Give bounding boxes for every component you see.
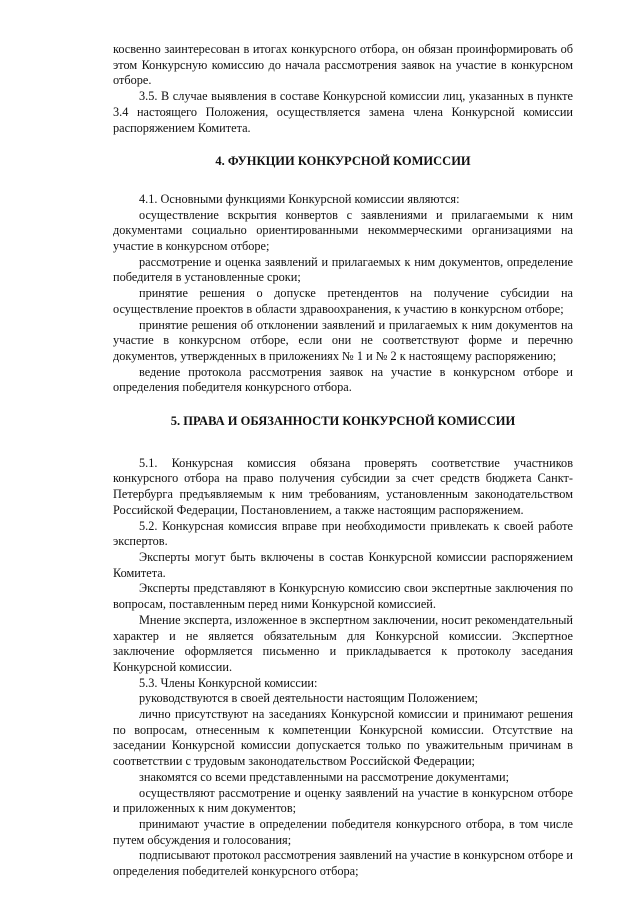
function-item: ведение протокола рассмотрения заявок на участие в конкурсном отборе и определения победителя конкурсного отбора. bbox=[113, 364, 573, 395]
experts-paragraph: Эксперты могут быть включены в состав Конкурсной комиссии распоряжением Комитета. bbox=[113, 549, 573, 580]
experts-paragraph: Мнение эксперта, изложенное в экспертном заключении, носит рекомендательный характер и не является обязательным для Конкурсной комиссии. Экспертное заключение оформляется письменно и прикладывается к протоколу заседания Конкурсной комиссии. bbox=[113, 612, 573, 674]
document-body bbox=[113, 42, 573, 880]
function-item: принятие решения о допуске претендентов на получение субсидии на осуществление проектов в области здравоохранения, к участию в конкурсном отборе; bbox=[113, 286, 573, 316]
section-4-heading: 4. ФУНКЦИИ КОНКУРСНОЙ КОМИССИИ bbox=[215, 154, 471, 169]
clause-5-1: 5.1. Конкурсная комиссия обязана проверять соответствие участников конкурсного отбора на право получения субсидии за счет средств бюджета Санкт-Петербурга предъявляемым к ним требованиям, установленным законодательством Российской Федерации, Постановлением, а также настоящим распоряжением. bbox=[113, 455, 573, 517]
function-item: принятие решения об отклонении заявлений и прилагаемых к ним документов на участие в конкурсном отборе, если они не соответствуют форме и перечню документов, утвержденных в приложениях № 1 и № 2 к настоящему распоряжению; bbox=[113, 317, 573, 363]
clause-5-2: 5.2. Конкурсная комиссия вправе при необходимости привлекать к своей работе экспертов. bbox=[113, 518, 573, 549]
member-duty-item: лично присутствуют на заседаниях Конкурсной комиссии и принимают решения по вопросам, отнесенным к компетенции Конкурсной комиссии. Отсутствие на заседании Конкурсной комиссии допускается только по уважительным причинам в соответствии с трудовым законодательством Российской Федерации; bbox=[113, 707, 573, 769]
intro-paragraph-continued: косвенно заинтересован в итогах конкурсного отбора, он обязан проинформировать об этом Конкурсную комиссию до начала рассмотрения заявок на участие в конкурсном отборе. bbox=[113, 42, 573, 88]
experts-paragraph: Эксперты представляют в Конкурсную комиссию свои экспертные заключения по вопросам, поставленным перед ними Конкурсной комиссией. bbox=[113, 581, 573, 612]
function-item: рассмотрение и оценка заявлений и прилагаемых к ним документов, определение победителя в установленные сроки; bbox=[113, 254, 573, 285]
member-duty-item: принимают участие в определении победителя конкурсного отбора, в том числе путем обсуждения и голосования; bbox=[113, 816, 573, 847]
section-5-heading: 5. ПРАВА И ОБЯЗАННОСТИ КОНКУРСНОЙ КОМИССИИ bbox=[170, 414, 516, 429]
member-duty-item: осуществляют рассмотрение и оценку заявлений на участие в конкурсном отборе и приложенных к ним документов; bbox=[113, 785, 573, 816]
clause-4-1: 4.1. Основными функциями Конкурсной комиссии являются: bbox=[139, 191, 460, 206]
function-item: осуществление вскрытия конвертов с заявлениями и прилагаемыми к ним документами социально ориентированными некоммерческими организациями на участие в конкурсном отборе; bbox=[113, 207, 573, 254]
clause-5-3: 5.3. Члены Конкурсной комиссии: bbox=[139, 675, 318, 690]
clause-3-5: 3.5. В случае выявления в составе Конкурсной комиссии лиц, указанных в пункте 3.4 настоящего Положения, осуществляется замена члена Конкурсной комиссии распоряжением Комитета. bbox=[113, 89, 573, 135]
member-duty-item: руководствуются в своей деятельности настоящим Положением; bbox=[139, 691, 479, 706]
member-duty-item: знакомятся со всеми представленными на рассмотрение документами; bbox=[139, 769, 510, 784]
member-duty-item: подписывают протокол рассмотрения заявлений на участие в конкурсном отборе и определения победителей конкурсного отбора; bbox=[113, 848, 573, 879]
